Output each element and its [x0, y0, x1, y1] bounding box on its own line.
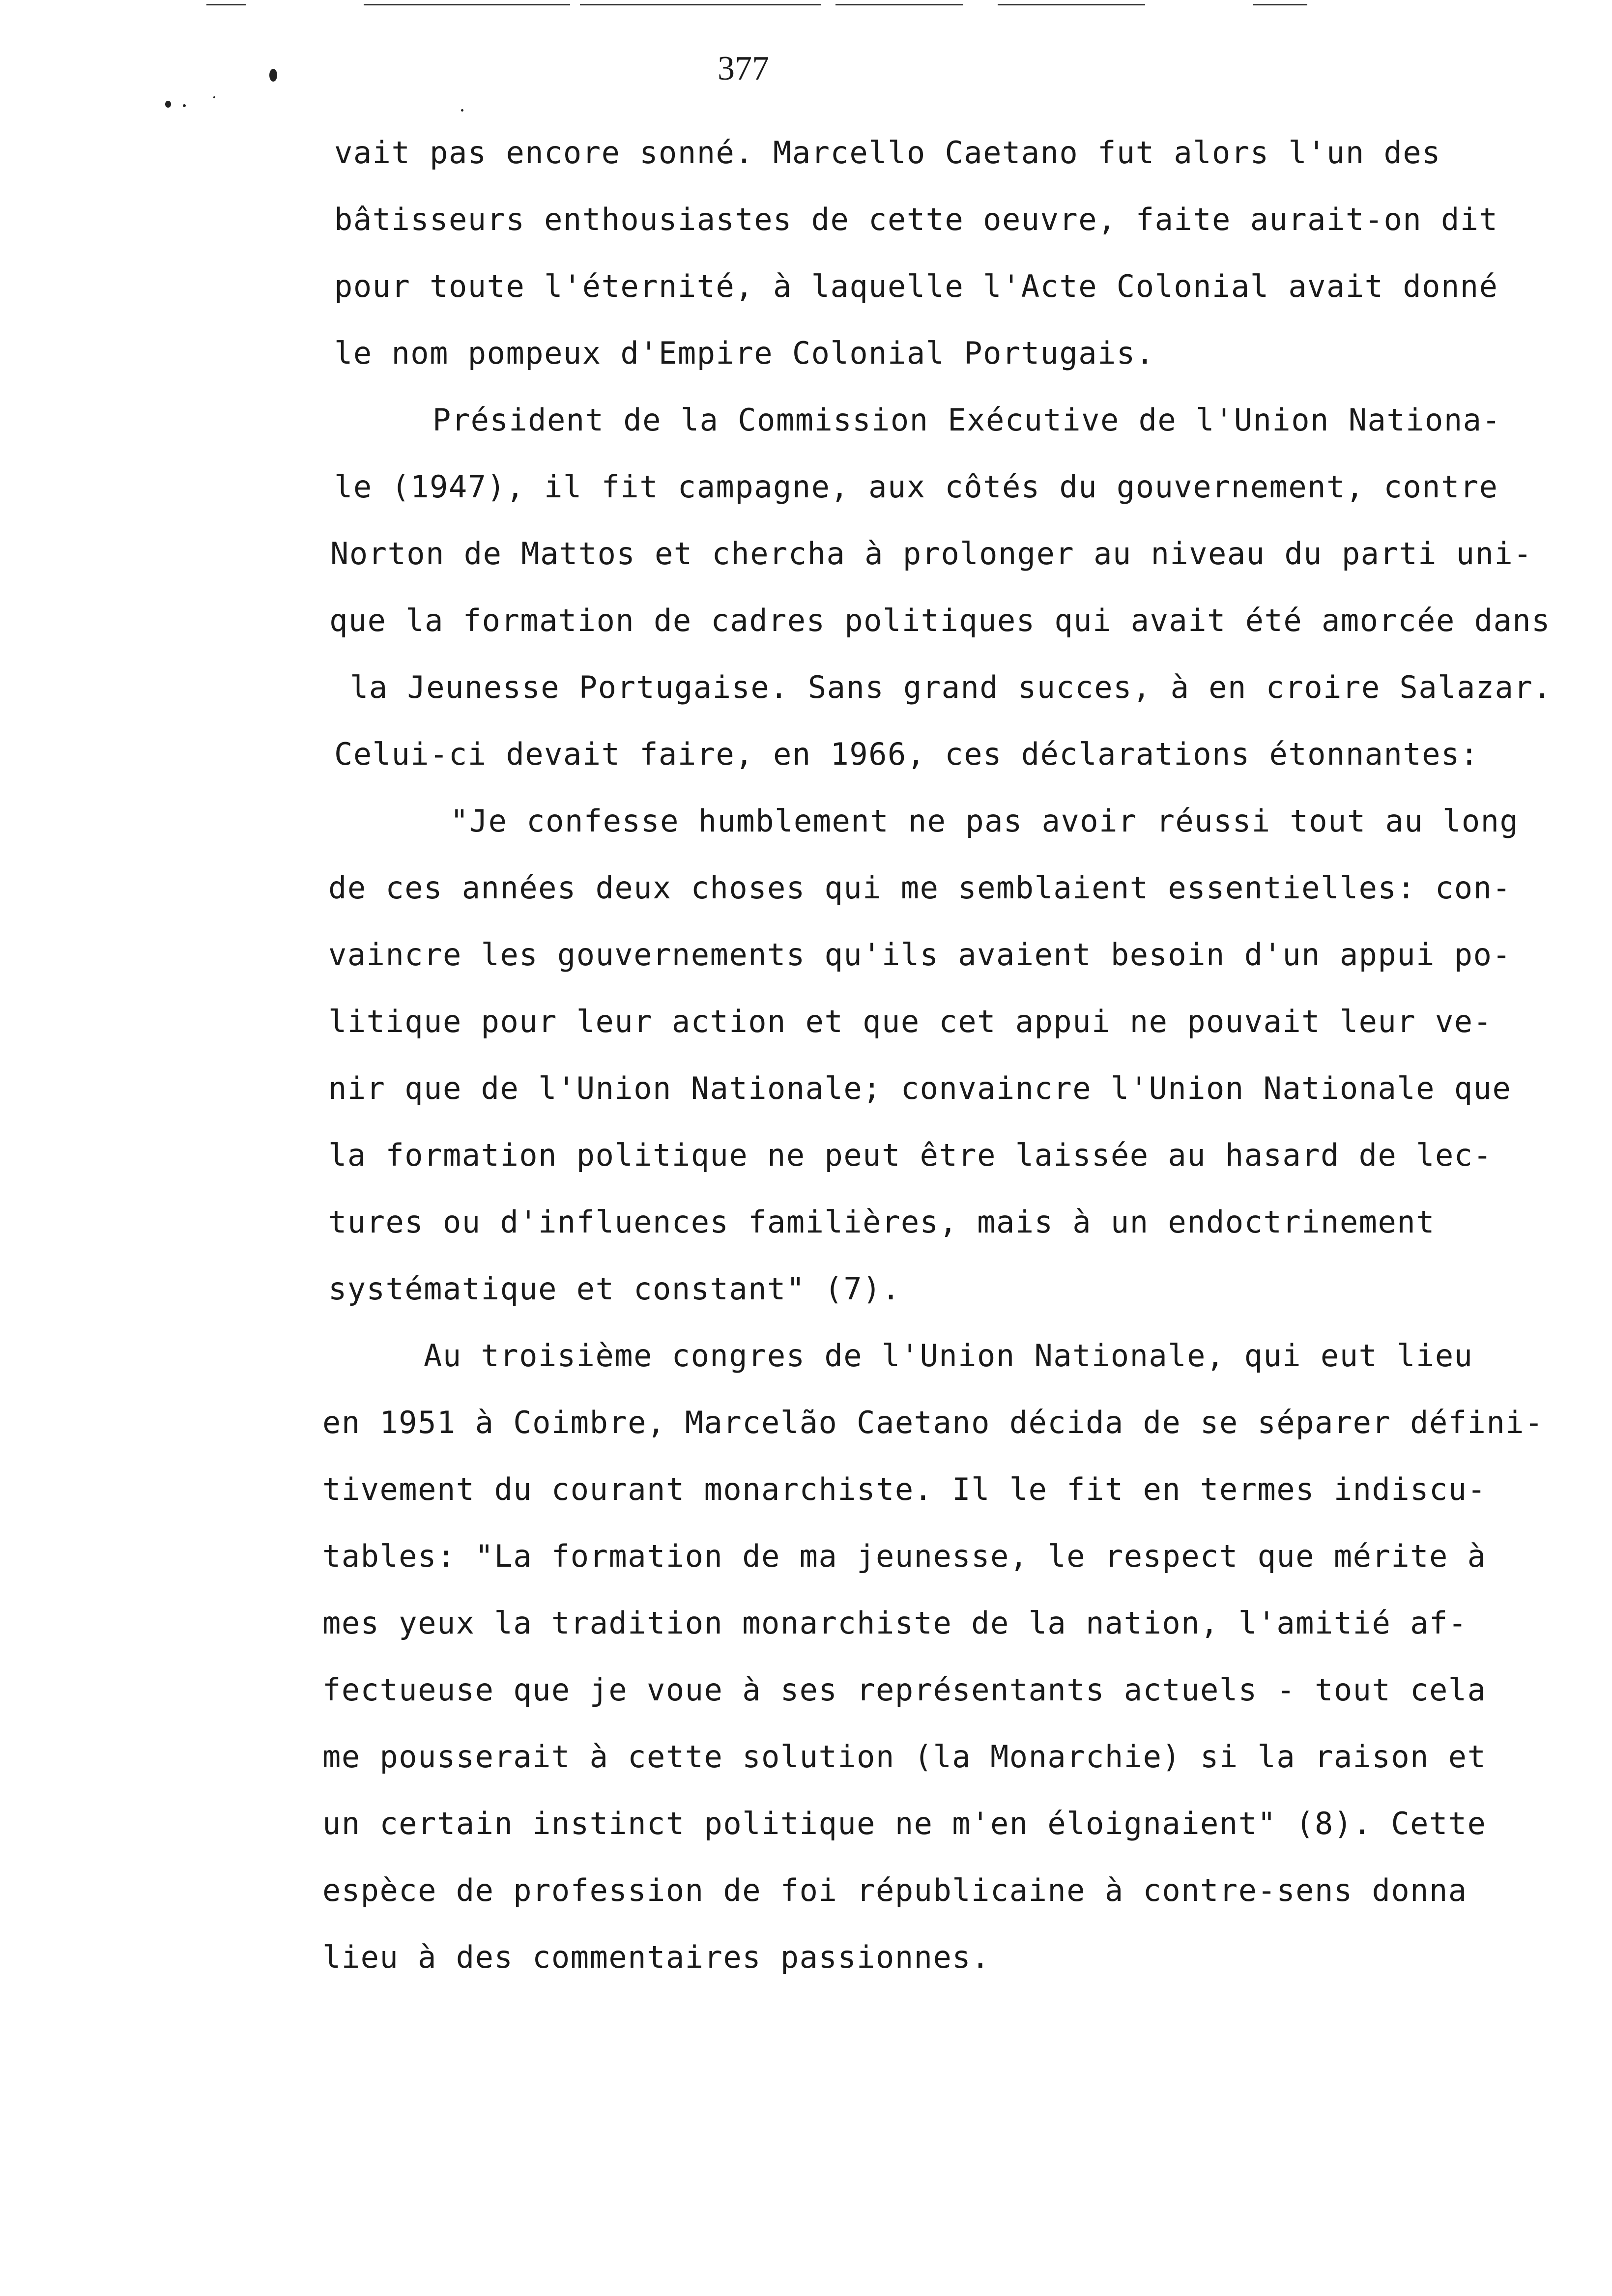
text-line: en 1951 à Coimbre, Marcelão Caetano décida de se séparer défini- [322, 1405, 1544, 1440]
scan-speck [213, 96, 215, 98]
text-line: de ces années deux choses qui me semblaient essentielles: con- [328, 870, 1512, 906]
text-line: vaincre les gouvernements qu'ils avaient besoin d'un appui po- [328, 937, 1512, 973]
text-line: Président de la Commission Exécutive de l'Union Nationa- [432, 402, 1501, 438]
text-line: Au troisième congres de l'Union Nationale, qui eut lieu [424, 1338, 1473, 1374]
text-line: la Jeunesse Portugaise. Sans grand succes, à en croire Salazar. [350, 669, 1553, 705]
text-line: litique pour leur action et que cet appui ne pouvait leur ve- [328, 1004, 1493, 1039]
text-line: tivement du courant monarchiste. Il le fit en termes indiscu- [322, 1471, 1487, 1507]
text-line: Celui-ci devait faire, en 1966, ces déclarations étonnantes: [334, 736, 1479, 772]
text-line: mes yeux la tradition monarchiste de la nation, l'amitié af- [322, 1605, 1468, 1641]
scan-edge-line [998, 4, 1145, 5]
text-line: que la formation de cadres politiques qui avait été amorcée dans [329, 603, 1551, 638]
text-line: un certain instinct politique ne m'en éloignaient" (8). Cette [322, 1806, 1487, 1841]
text-line: nir que de l'Union Nationale; convaincre l'Union Nationale que [328, 1070, 1512, 1106]
text-line: "Je confesse humblement ne pas avoir réussi tout au long [450, 803, 1519, 839]
text-line: espèce de profession de foi républicaine à contre-sens donna [322, 1872, 1468, 1908]
text-line: vait pas encore sonné. Marcello Caetano fut alors l'un des [334, 135, 1441, 171]
scan-speck [165, 101, 171, 108]
text-line: lieu à des commentaires passionnes. [322, 1939, 990, 1975]
text-line: tures ou d'influences familières, mais à un endoctrinement [328, 1204, 1435, 1240]
scan-edge-line [364, 4, 570, 5]
text-line: Norton de Mattos et chercha à prolonger au niveau du parti uni- [330, 536, 1533, 572]
text-line: bâtisseurs enthousiastes de cette oeuvre, faite aurait-on dit [334, 201, 1498, 237]
text-line: me pousserait à cette solution (la Monarchie) si la raison et [322, 1739, 1487, 1775]
scan-speck [461, 109, 463, 112]
text-line: pour toute l'éternité, à laquelle l'Acte Colonial avait donné [334, 268, 1498, 304]
text-line: le (1947), il fit campagne, aux côtés du gouvernement, contre [334, 469, 1498, 505]
text-line: la formation politique ne peut être laissée au hasard de lec- [328, 1137, 1493, 1173]
text-line: tables: "La formation de ma jeunesse, le respect que mérite à [322, 1538, 1487, 1574]
page-number: 377 [718, 50, 769, 87]
scan-speck [269, 69, 277, 82]
scan-edge-line [1253, 4, 1307, 5]
text-line: fectueuse que je voue à ses représentants actuels - tout cela [322, 1672, 1487, 1708]
scan-edge-line [835, 4, 963, 5]
text-line: le nom pompeux d'Empire Colonial Portugais. [334, 335, 1155, 371]
text-line: systématique et constant" (7). [328, 1271, 901, 1307]
scan-speck [183, 104, 186, 107]
scan-edge-line [580, 4, 821, 5]
scan-edge-line [206, 4, 246, 5]
